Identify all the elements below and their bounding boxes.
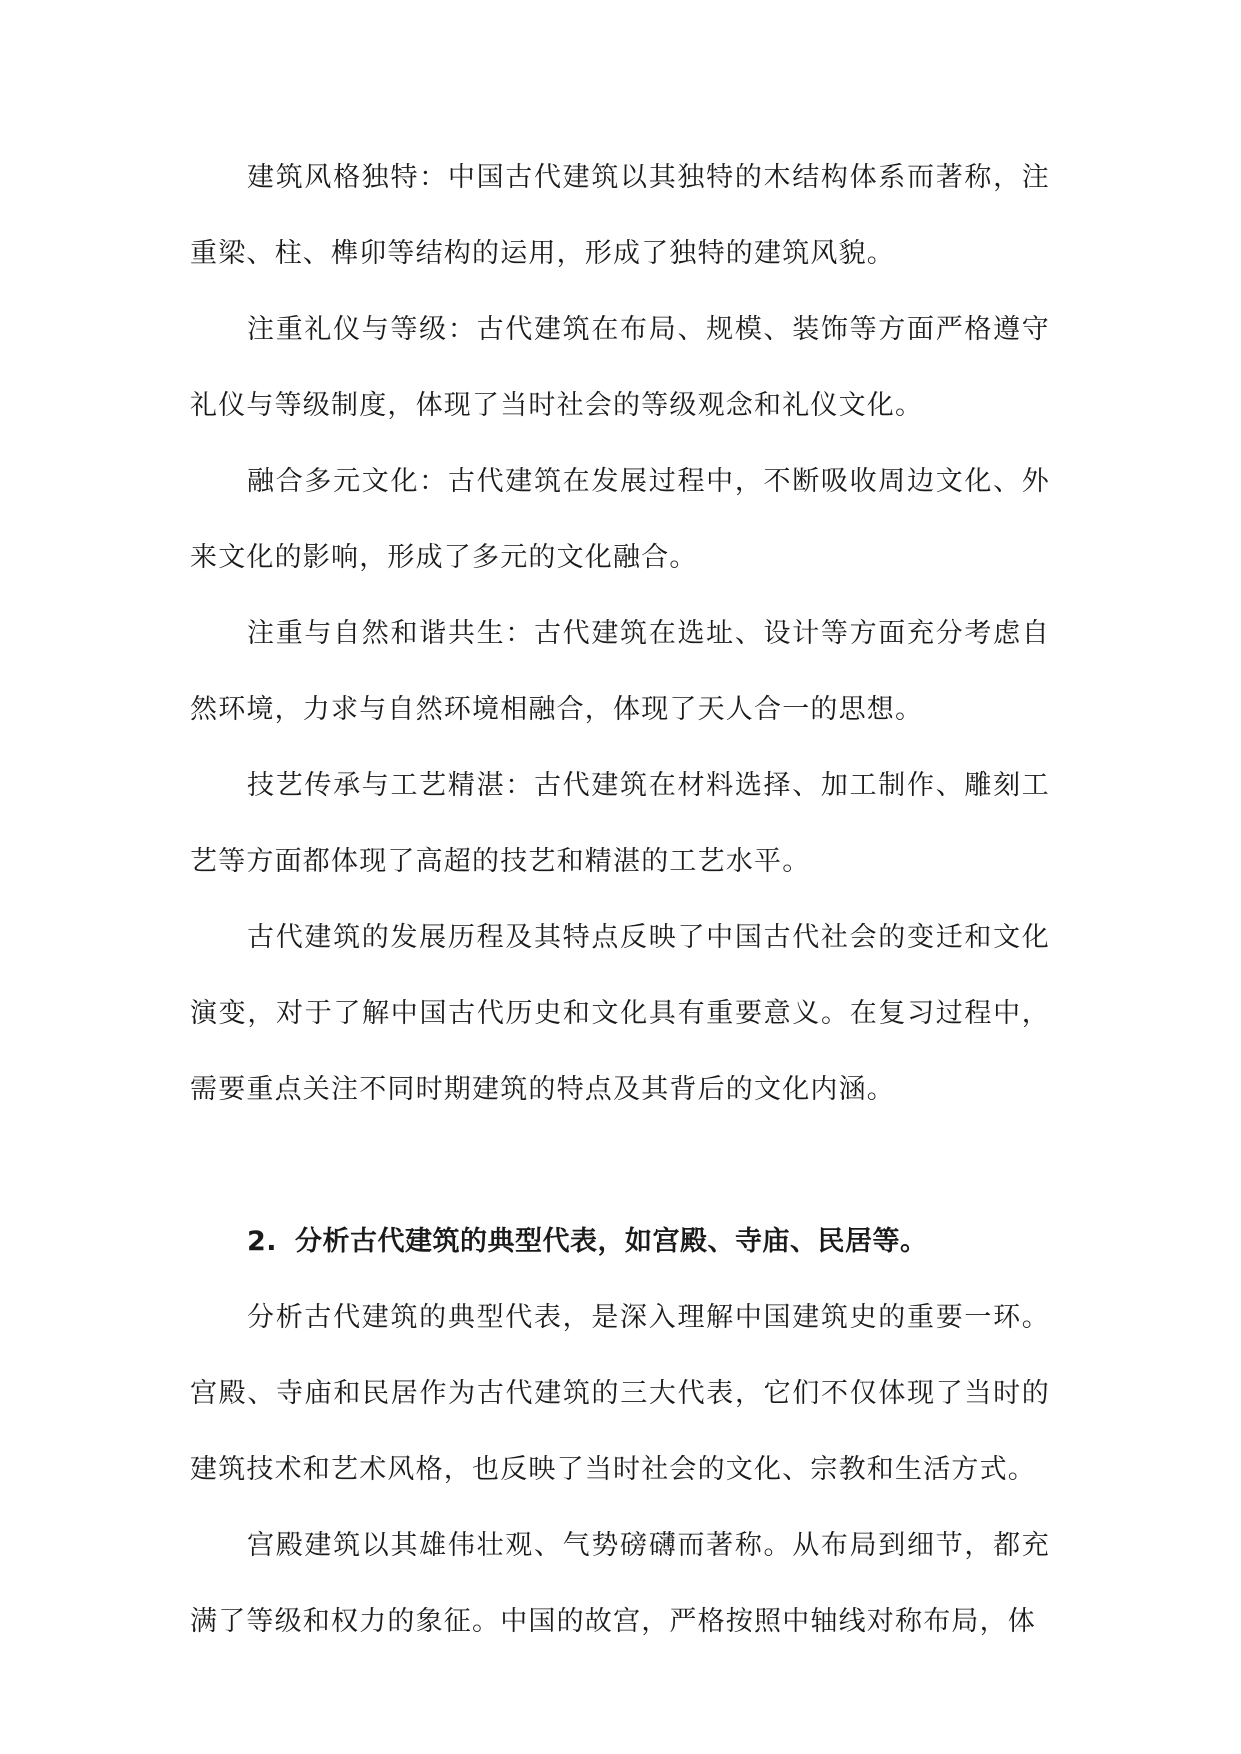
paragraph-etiquette-hierarchy: 注重礼仪与等级：古代建筑在布局、规模、装饰等方面严格遵守礼仪与等级制度，体现了当时社会的等级观念和礼仪文化。 <box>190 314 1050 421</box>
section-heading <box>190 1204 1050 1280</box>
paragraph-summary: 古代建筑的发展历程及其特点反映了中国古代社会的变迁和文化演变，对于了解中国古代历史和文化具有重要意义。在复习过程中，需要重点关注不同时期建筑的特点及其背后的文化内涵。 <box>190 922 1050 1105</box>
paragraph-cultural-fusion: 融合多元文化：古代建筑在发展过程中，不断吸收周边文化、外来文化的影响，形成了多元的文化融合。 <box>190 466 1050 573</box>
paragraph-typical-representatives: 分析古代建筑的典型代表，是深入理解中国建筑史的重要一环。宫殿、寺庙和民居作为古代建筑的三大代表，它们不仅体现了当时的建筑技术和艺术风格，也反映了当时社会的文化、宗教和生活方式。 <box>190 1302 1050 1485</box>
document-page <box>190 140 1050 1660</box>
section-number: 2. <box>247 1226 278 1257</box>
paragraph-craftsmanship: 技艺传承与工艺精湛：古代建筑在材料选择、加工制作、雕刻工艺等方面都体现了高超的技艺和精湛的工艺水平。 <box>190 770 1050 877</box>
paragraph-architectural-style: 建筑风格独特：中国古代建筑以其独特的木结构体系而著称，注重梁、柱、榫卯等结构的运用，形成了独特的建筑风貌。 <box>190 162 1050 269</box>
section-title: 分析古代建筑的典型代表，如宫殿、寺庙、民居等。 <box>295 1226 928 1257</box>
paragraph-harmony-nature: 注重与自然和谐共生：古代建筑在选址、设计等方面充分考虑自然环境，力求与自然环境相融合，体现了天人合一的思想。 <box>190 618 1050 725</box>
paragraph-palace-architecture: 宫殿建筑以其雄伟壮观、气势磅礴而著称。从布局到细节，都充满了等级和权力的象征。中国的故宫，严格按照中轴线对称布局，体 <box>190 1530 1050 1637</box>
